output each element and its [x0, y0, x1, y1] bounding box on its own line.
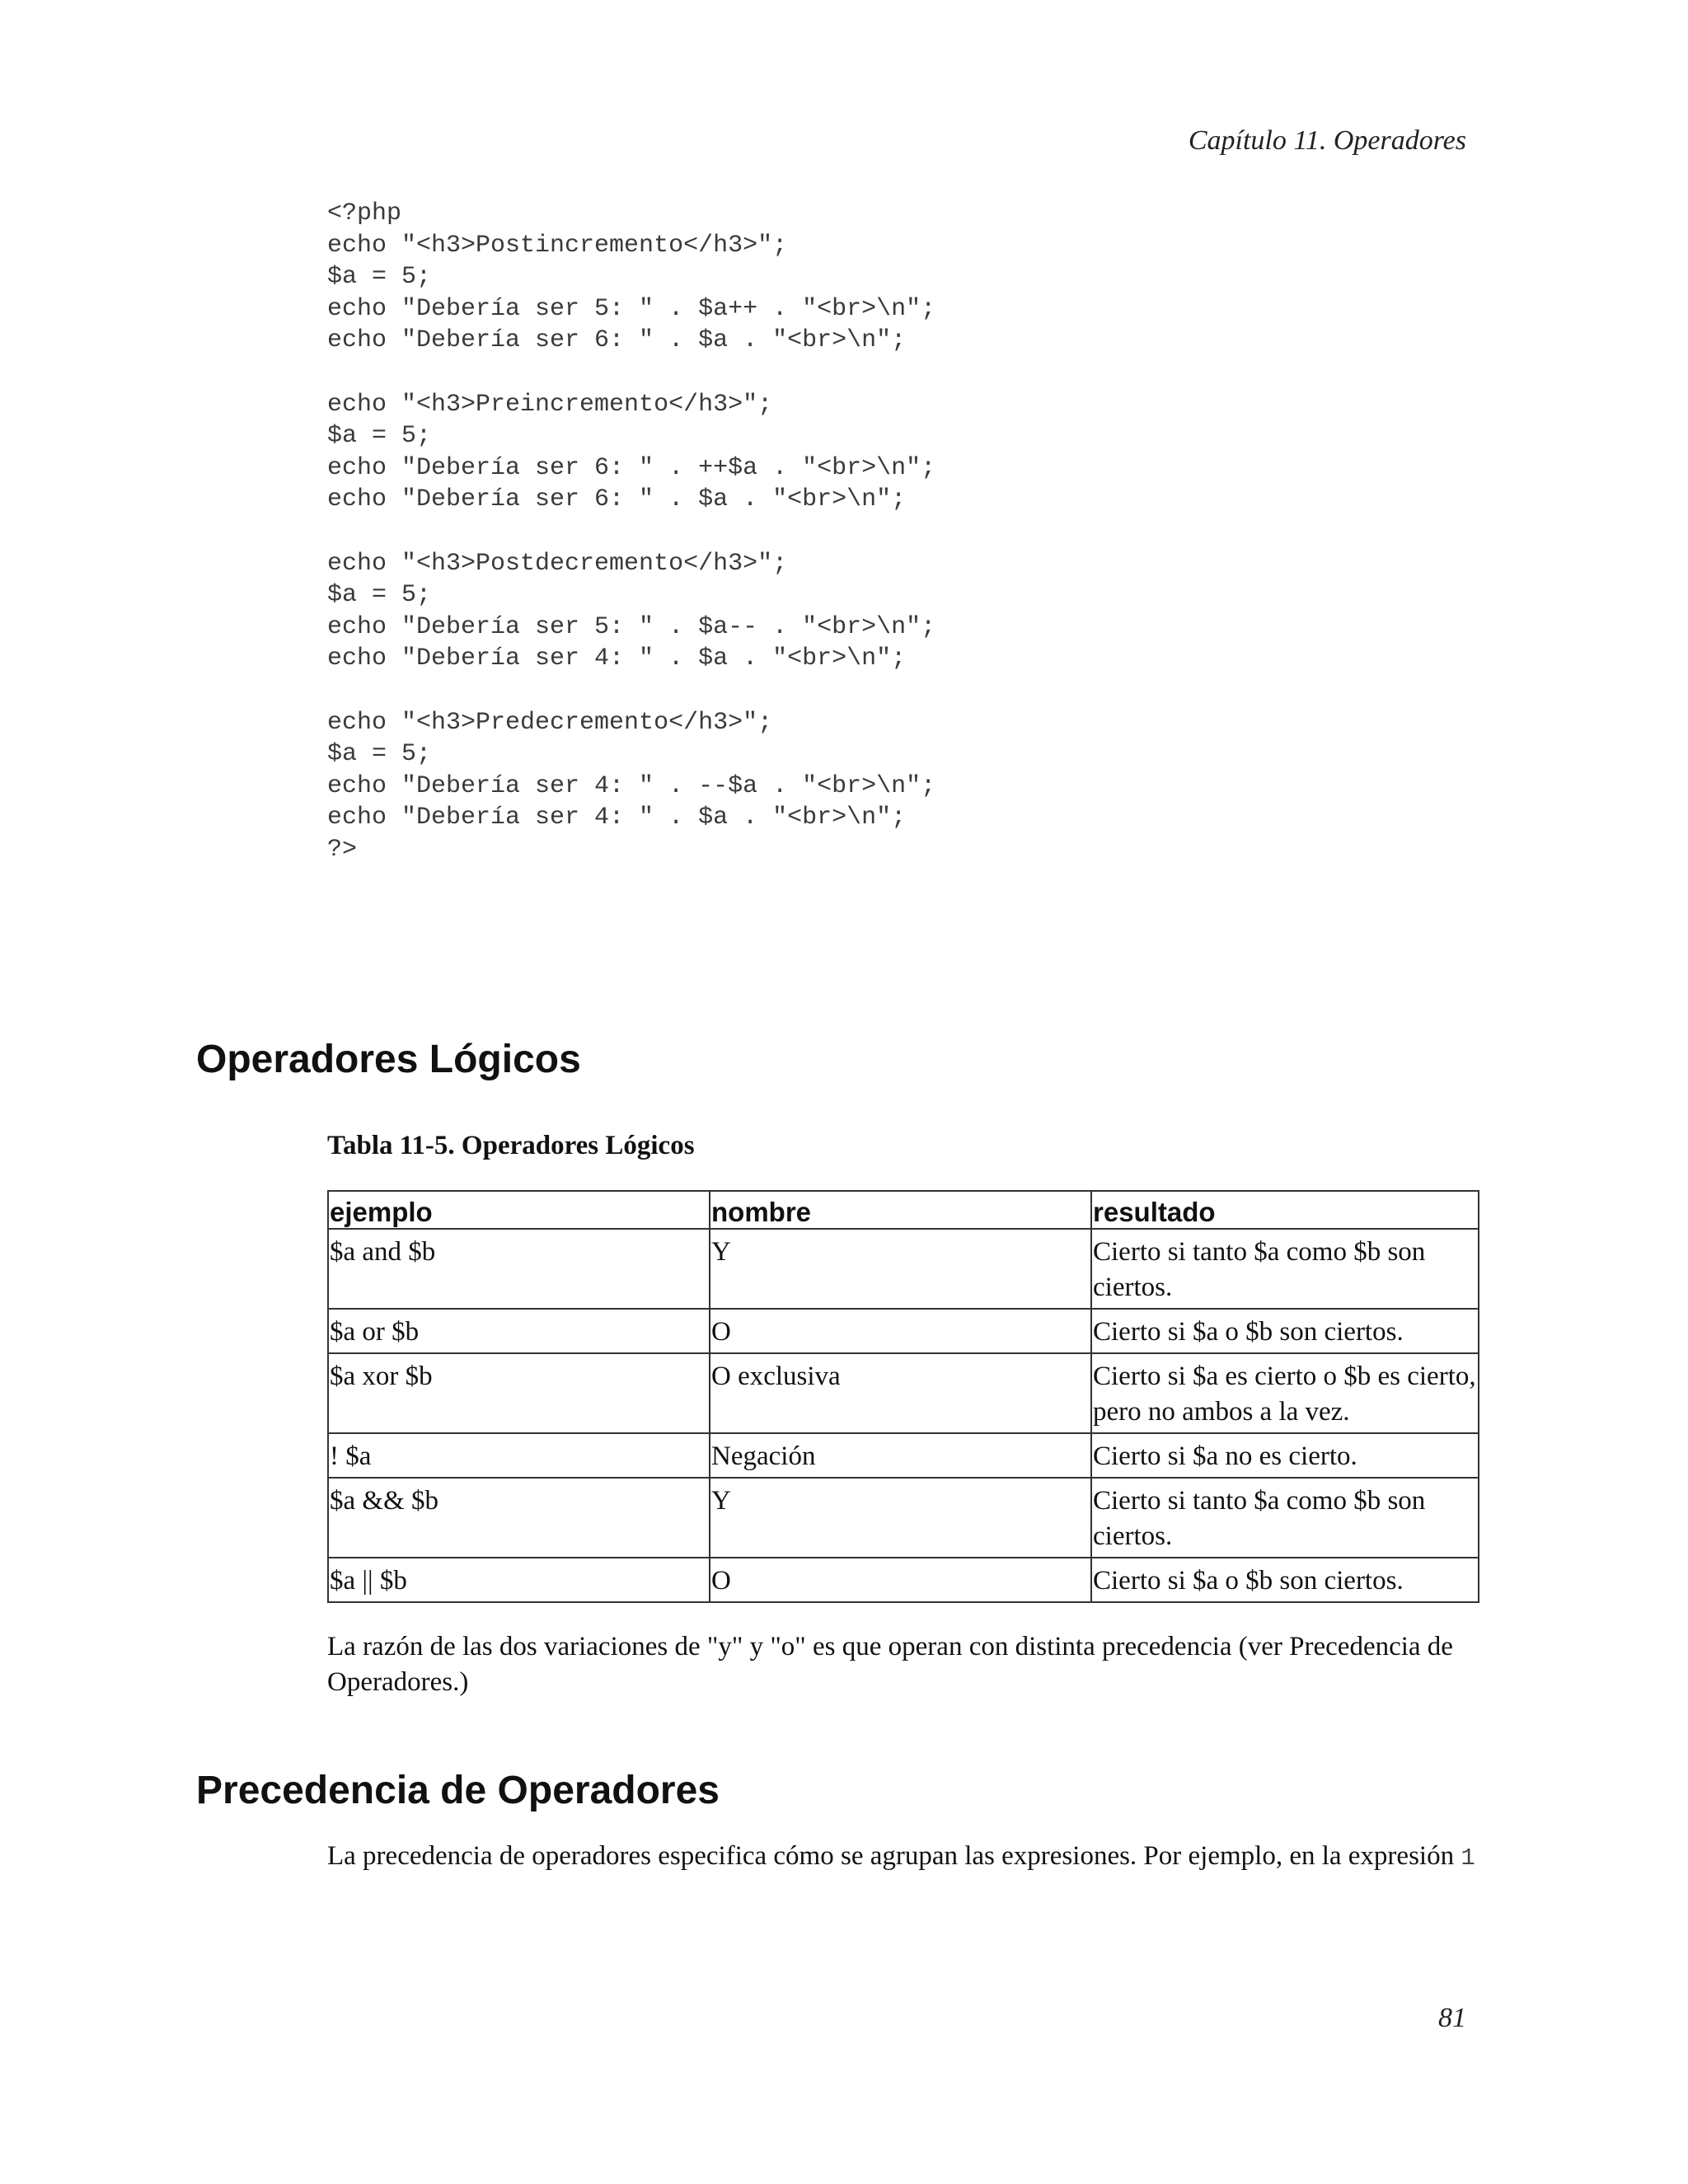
cell-ejemplo: $a || $b [328, 1558, 710, 1602]
code-line: echo "Debería ser 5: " . $a-- . "<br>\n"; [327, 612, 936, 641]
column-header-ejemplo: ejemplo [328, 1191, 710, 1229]
table-caption: Tabla 11-5. Operadores Lógicos [327, 1131, 695, 1160]
table-row [328, 1433, 1479, 1478]
php-code-block [327, 198, 935, 865]
cell-ejemplo: $a && $b [328, 1478, 710, 1558]
code-line: echo "<h3>Predecremento</h3>"; [327, 708, 773, 737]
code-line: <?php [327, 199, 402, 227]
precedence-intro-paragraph [327, 1839, 1481, 1876]
cell-resultado: Cierto si tanto $a como $b son ciertos. [1091, 1478, 1479, 1558]
cell-resultado: Cierto si tanto $a como $b son ciertos. [1091, 1229, 1479, 1309]
column-header-resultado: resultado [1091, 1191, 1479, 1229]
cell-nombre: O [710, 1309, 1091, 1353]
logical-operators-table [327, 1190, 1479, 1603]
section-heading-operadores-logicos: Operadores Lógicos [196, 1038, 581, 1081]
code-line: $a = 5; [327, 581, 432, 610]
table-row [328, 1229, 1479, 1309]
code-line: echo "Debería ser 6: " . ++$a . "<br>\n"; [327, 453, 936, 482]
table-row [328, 1353, 1479, 1433]
inline-code-expression: 1 [1461, 1844, 1475, 1872]
code-line [327, 675, 935, 707]
cell-resultado: Cierto si $a no es cierto. [1091, 1433, 1479, 1478]
cell-nombre: O [710, 1558, 1091, 1602]
cell-nombre: O exclusiva [710, 1353, 1091, 1433]
column-header-nombre: nombre [710, 1191, 1091, 1229]
code-line: echo "<h3>Preincremento</h3>"; [327, 390, 773, 419]
code-line [327, 357, 935, 389]
table-row [328, 1558, 1479, 1602]
code-line: echo "Debería ser 4: " . --$a . "<br>\n"; [327, 771, 936, 800]
code-line [327, 516, 935, 548]
cell-resultado: Cierto si $a o $b son ciertos. [1091, 1558, 1479, 1602]
code-line: echo "<h3>Postincremento</h3>"; [327, 231, 788, 260]
code-line: echo "Debería ser 6: " . $a . "<br>\n"; [327, 485, 907, 514]
table-row [328, 1478, 1479, 1558]
code-line: $a = 5; [327, 740, 432, 769]
code-line: echo "Debería ser 5: " . $a++ . "<br>\n"; [327, 294, 936, 323]
cell-ejemplo: $a xor $b [328, 1353, 710, 1433]
cell-nombre: Negación [710, 1433, 1091, 1478]
code-line: ?> [327, 835, 358, 864]
cell-ejemplo: $a or $b [328, 1309, 710, 1353]
cell-nombre: Y [710, 1478, 1091, 1558]
cell-ejemplo: $a and $b [328, 1229, 710, 1309]
precedence-intro-text: La precedencia de operadores especifica cómo se agrupan las expresiones. Por ejemplo, en la expresión [327, 1841, 1455, 1871]
code-line: echo "<h3>Postdecremento</h3>"; [327, 549, 788, 578]
precedence-note-paragraph: La razón de las dos variaciones de "y" y "o" es que operan con distinta precedencia (ver Precedencia de Operadores.) [327, 1632, 1453, 1697]
code-line: echo "Debería ser 6: " . $a . "<br>\n"; [327, 326, 907, 355]
cell-resultado: Cierto si $a o $b son ciertos. [1091, 1309, 1479, 1353]
table-row [328, 1309, 1479, 1353]
cell-nombre: Y [710, 1229, 1091, 1309]
chapter-header: Capítulo 11. Operadores [1188, 125, 1466, 156]
cell-resultado: Cierto si $a es cierto o $b es cierto, pero no ambos a la vez. [1091, 1353, 1479, 1433]
table-header-row [328, 1191, 1479, 1229]
code-line: $a = 5; [327, 263, 432, 292]
code-line: $a = 5; [327, 422, 432, 451]
cell-ejemplo: ! $a [328, 1433, 710, 1478]
section-heading-precedencia-de-operadores: Precedencia de Operadores [196, 1769, 720, 1812]
code-line: echo "Debería ser 4: " . $a . "<br>\n"; [327, 804, 907, 832]
code-line: echo "Debería ser 4: " . $a . "<br>\n"; [327, 644, 907, 673]
page-number: 81 [1438, 2003, 1466, 2033]
